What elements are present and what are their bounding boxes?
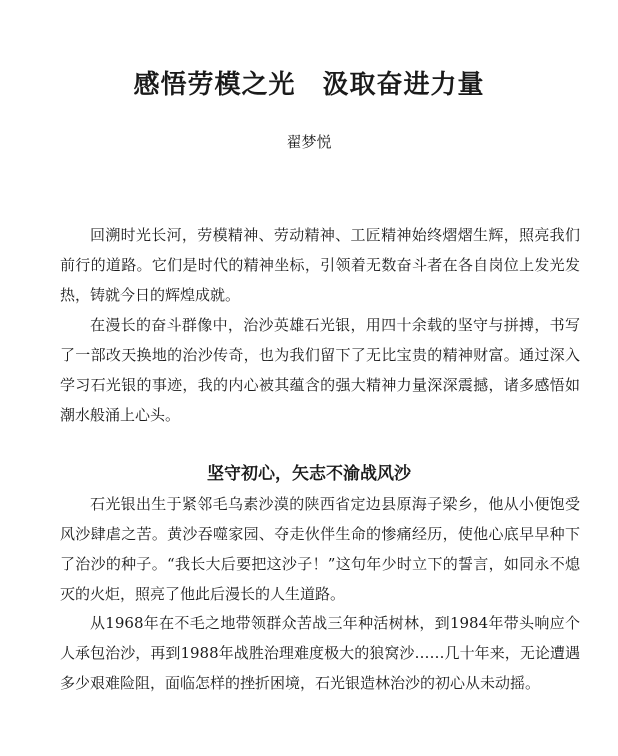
paragraph-intro-2: 在漫长的奋斗群像中，治沙英雄石光银，用四十余载的坚守与拼搏，书写了一部改天换地的治沙传奇，也为我们留下了无比宝贵的精神财富。通过深入学习石光银的事迹，我的内心被其蕴含的强大精神力量深深震撼，诸多感悟如潮水般涌上心头。 — [60, 316, 580, 424]
article-author: 翟梦悦 — [286, 133, 332, 151]
article-title: 感悟劳模之光 汲取奋进力量 — [133, 70, 485, 101]
paragraph-intro: 回溯时光长河，劳模精神、劳动精神、工匠精神始终熠熠生辉，照亮我们前行的道路。它们是时代的精神坐标，引领着无数奋斗者在各自岗位上发光发热，铸就今日的辉煌成就。 — [60, 226, 580, 304]
section-paragraph-1: 石光银出生于紧邻毛乌素沙漠的陕西省定边县原海子梁乡，他从小便饱受风沙肆虐之苦。黄沙吞噬家园、夺走伙伴生命的惨痛经历，使他心底早早种下了治沙的种子。“我长大后要把这沙子！”这句年少时立下的誓言，如同永不熄灭的火炬，照亮了他此后漫长的人生道路。 — [60, 495, 580, 603]
section-heading: 坚守初心，矢志不渝战风沙 — [207, 464, 411, 485]
section-paragraph-2: 从1968年在不毛之地带领群众苦战三年种活树林，到1984年带头响应个人承包治沙，再到1988年战胜治理难度极大的狼窝沙……几十年来，无论遭遇多少艰难险阻，面临怎样的挫折困境，石光银造林治沙的初心从未动摇。 — [60, 614, 580, 692]
